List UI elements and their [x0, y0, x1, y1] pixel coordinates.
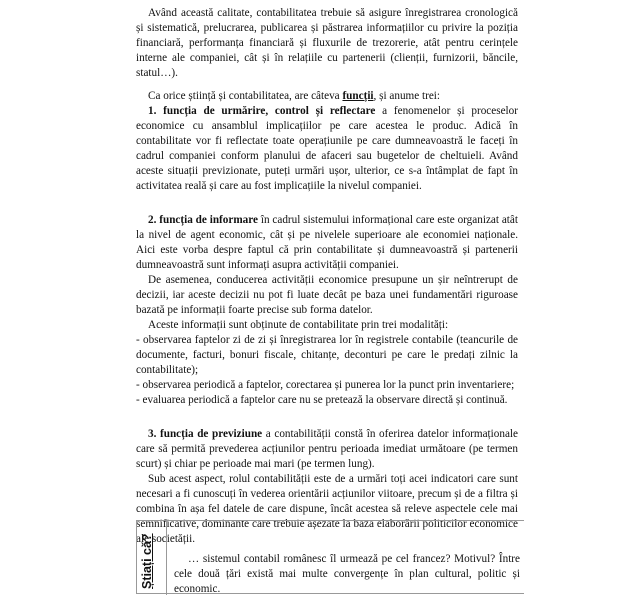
- function-2-modalities-intro: Aceste informații sunt obținute de contabilitate prin trei modalități:: [148, 319, 449, 331]
- function-2-text: în cadrul sistemului informațional care este organizat atât la nivel de agent economic, cât și pe nivelele superioare ale economiei naționale. Aici este vorba despre faptul că prin contabilitate și dumneavoastră și partenerii dumneavoastră sunt informați asupra activității companiei.: [136, 214, 518, 271]
- function-3-aspect: Sub acest aspect, rolul contabilității este de a urmări toți acei indicatori care sunt necesari a fi cunoscuți în vederea orientării acțiunilor viitoare, precum și de a filtra și combina în așa fel datele de care dispune, încât acestea să releve aspectele cele mai semnificative, dominante care trebuie așezate la baza elaborării politicilor economice ale societății.: [136, 473, 518, 545]
- function-3-title: 3. funcția de previziune: [148, 428, 263, 440]
- function-3-text: a contabilității constă în oferirea datelor informaționale care să permită prevederea acțiunilor pentru perioada imediat următoare (pe termen scurt) și chiar pe perioade mai mari (pe termen lung).: [136, 428, 518, 470]
- functions-intro-after: , și anume trei:: [373, 90, 441, 102]
- did-you-know-text: … sistemul contabil românesc îl urmează pe cel francez? Motivul? Între cele două țări există mai multe convergențe în plan cultural, politic și economic.: [174, 553, 520, 596]
- functions-intro-before: Ca orice știință și contabilitatea, are câteva: [148, 90, 343, 102]
- did-you-know-label: Știați că?: [140, 533, 154, 589]
- did-you-know-box: [136, 520, 524, 594]
- modality-item: - observarea faptelor zi de zi și înregistrarea lor în registrele contabile (teancurile de documente, facturi, bonuri fiscale, chitanțe, deconturi pe care le predați zilnic la contabilitate);: [136, 334, 518, 376]
- function-1-paragraph: [136, 104, 518, 194]
- functions-keyword: funcții: [342, 90, 374, 102]
- modality-item: - evaluarea periodică a faptelor care nu se pretează la observare directă și continuă.: [136, 394, 508, 406]
- intro-paragraph: Având această calitate, contabilitatea trebuie să asigure înregistrarea cronologică și sistematică, prelucrarea, publicarea și păstrarea informațiilor cu privire la poziția financiară, performanța financiară și fluxurile de trezorerie, atât pentru cerințele interne ale companiei, cât și în relațiile cu partenerii (clienții, furnizorii, băncile, statul…).: [136, 7, 518, 79]
- function-1-text: a fenomenelor și proceselor economice cu ansamblul implicațiilor pe care acestea le produc. Adică în contabilitate vor fi reflectate toate operațiunile pe care dumneavoastră le faceți în cadrul companiei conform planului de afaceri sau bugetelor de cheltuieli. Având aceste situații previzionate, puteți urmări ușor, ulterior, ce s-a întâmplat de fapt în activitatea reală și care au fost implicațiile la nivelul companiei.: [136, 105, 518, 192]
- functions-intro: [136, 89, 518, 104]
- function-3-paragraph: [136, 427, 518, 472]
- function-1-title: 1. funcția de urmărire, control și reflectare: [148, 105, 376, 117]
- modality-item: - observarea periodică a faptelor, corectarea și punerea lor la punct prin inventariere;: [136, 379, 515, 391]
- function-2-paragraph: [136, 213, 518, 273]
- main-text: [136, 6, 518, 547]
- function-2-title: 2. funcția de informare: [148, 214, 258, 226]
- function-2-decisions: De asemenea, conducerea activității economice presupune un șir neîntrerupt de decizii, iar aceste decizii nu pot fi luate decât pe baza unei fundamentări riguroase bazată pe informații foarte precise sub forma datelor.: [136, 274, 518, 316]
- did-you-know-sidebar: [137, 521, 167, 595]
